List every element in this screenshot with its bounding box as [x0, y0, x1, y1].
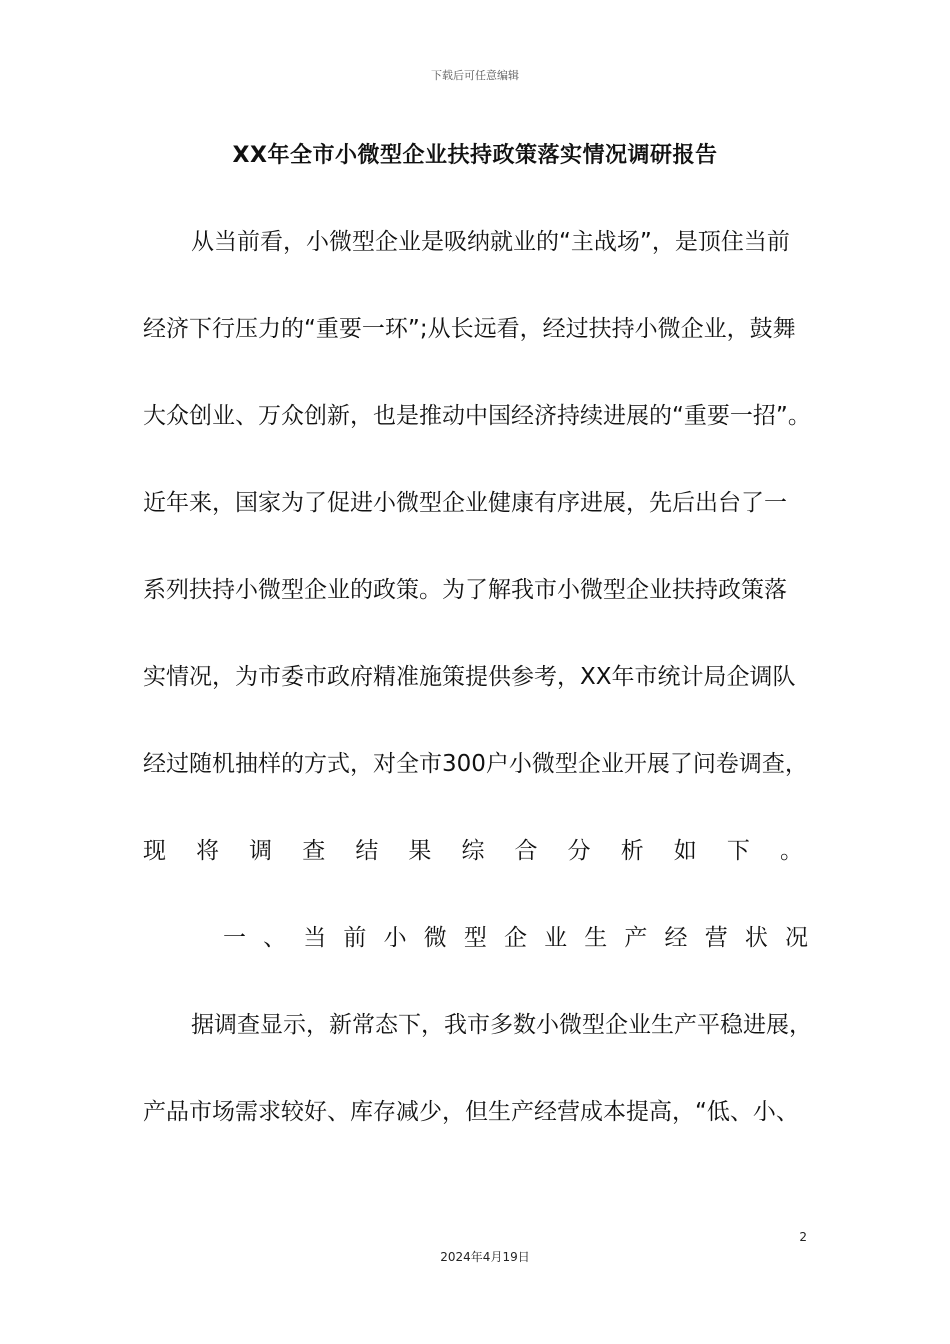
paragraph-line: 近年来，国家为了促进小微型企业健康有序进展，先后出台了一 [143, 490, 787, 516]
char: 型 [463, 925, 487, 951]
char: 业 [544, 925, 568, 951]
footer-date: 2024年4月19日 [440, 1250, 530, 1264]
paragraph-line: 经济下行压力的“重要一环”;从长远看，经过扶持小微企业，鼓舞 [143, 316, 796, 342]
char: 合 [514, 838, 538, 864]
paragraph-line: 产品市场需求较好、库存减少，但生产经营成本提高，“低、小、 [143, 1099, 799, 1125]
char: 前 [343, 925, 367, 951]
char: 经 [664, 925, 688, 951]
char: 将 [196, 838, 220, 864]
char: 。 [779, 838, 803, 864]
document-title: XX年全市小微型企业扶持政策落实情况调研报告 [232, 143, 718, 168]
char: 企 [503, 925, 527, 951]
char: 生 [584, 925, 608, 951]
char: 调 [249, 838, 273, 864]
char: 查 [302, 838, 326, 864]
char: 分 [567, 838, 591, 864]
paragraph-line: 大众创业、万众创新，也是推动中国经济持续进展的“重要一招”。 [143, 403, 811, 429]
char: 一 [223, 925, 246, 951]
char: 微 [423, 925, 447, 951]
char: 果 [408, 838, 432, 864]
char: 综 [461, 838, 485, 864]
char: 现 [143, 838, 166, 864]
char: 析 [620, 838, 644, 864]
char: 结 [355, 838, 379, 864]
paragraph-line: 系列扶持小微型企业的政策。为了解我市小微型企业扶持政策落 [143, 577, 787, 603]
paragraph-line: 据调查显示，新常态下，我市多数小微型企业生产平稳进展， [191, 1012, 812, 1038]
spread-paragraph-line [143, 836, 803, 866]
char: 况 [784, 925, 808, 951]
section-heading [223, 923, 808, 953]
paragraph-line: 从当前看，小微型企业是吸纳就业的“主战场”，是顶住当前 [191, 229, 790, 255]
paragraph-line: 经过随机抽样的方式，对全市300户小微型企业开展了问卷调查， [143, 751, 808, 777]
char: 下 [726, 838, 750, 864]
char: 当 [303, 925, 327, 951]
char: 、 [263, 925, 287, 951]
char: 如 [673, 838, 697, 864]
char: 营 [704, 925, 728, 951]
header-note: 下载后可任意编辑 [431, 69, 519, 82]
page-number: 2 [799, 1230, 807, 1244]
char: 小 [383, 925, 407, 951]
char: 状 [744, 925, 768, 951]
paragraph-line: 实情况，为市委市政府精准施策提供参考，XX年市统计局企调队 [143, 664, 796, 690]
char: 产 [624, 925, 648, 951]
